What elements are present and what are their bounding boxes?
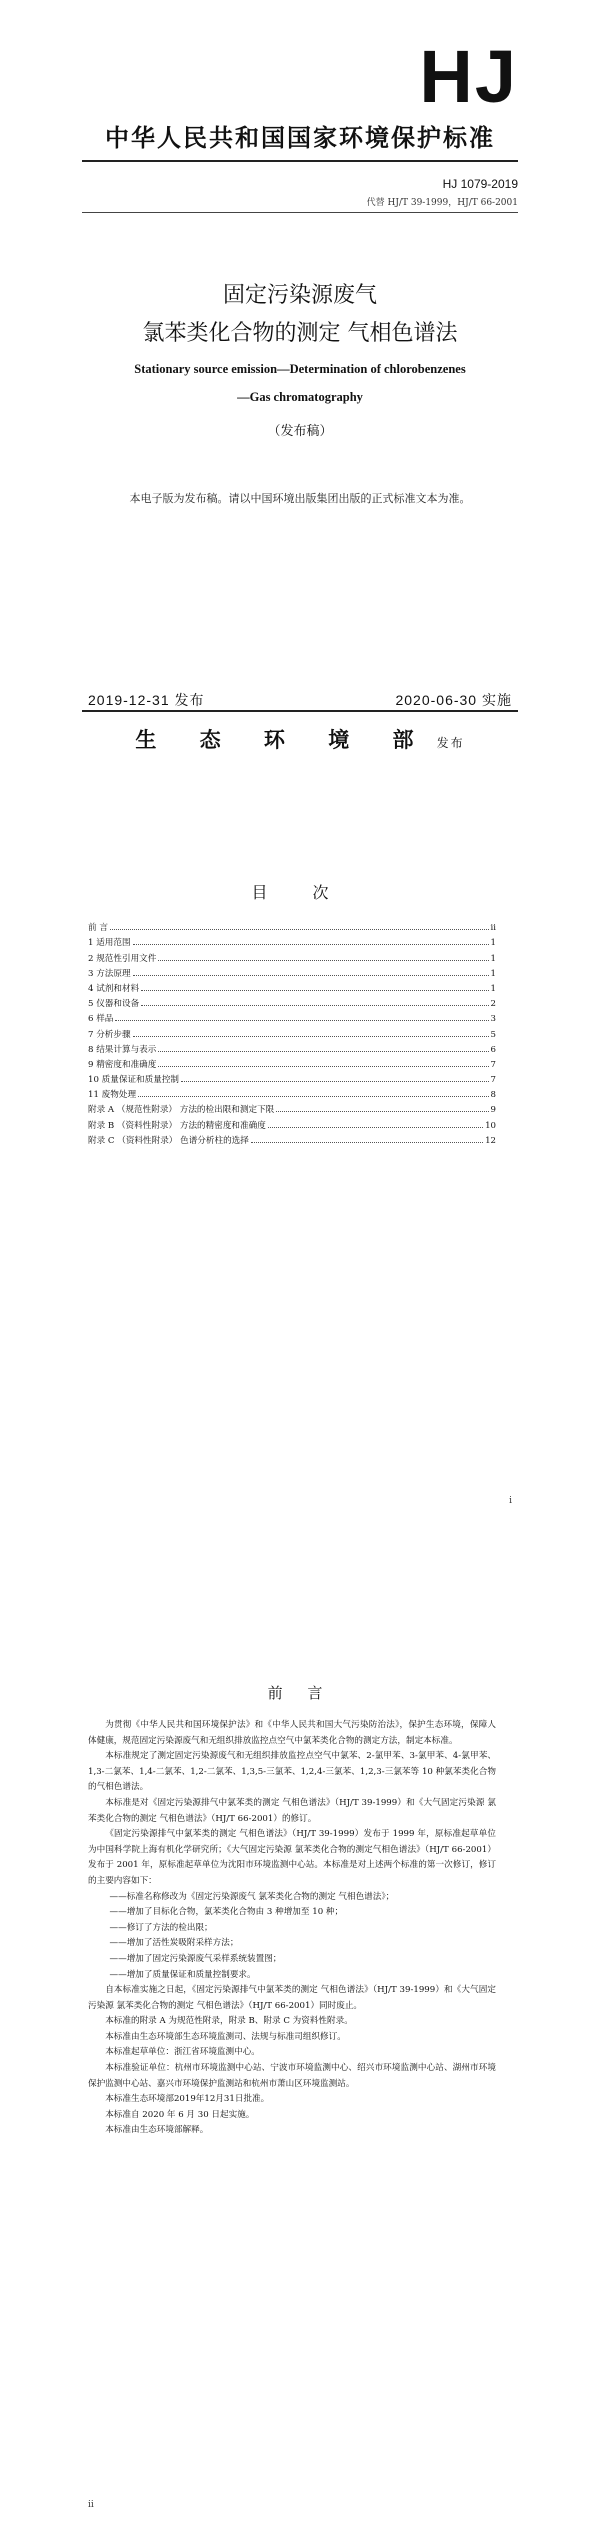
date-rule (82, 710, 518, 712)
toc-dot-leader (138, 1096, 488, 1097)
toc-dot-leader (133, 1036, 489, 1037)
toc-heading: 目 次 (251, 883, 349, 902)
foreword-revision-item: ——增加了目标化合物，氯苯类化合物由 3 种增加至 10 种； (109, 1907, 344, 1918)
toc-item-page: 7 (490, 1059, 496, 1070)
foreword-revision-item: ——增加了活性炭吸附采样方法； (109, 1938, 239, 1949)
toc-item-page: 1 (490, 983, 496, 994)
toc-list (88, 918, 496, 1146)
replaces-note: 代替 HJ/T 39-1999，HJ/T 66-2001 (366, 198, 518, 208)
toc-item[interactable] (88, 1070, 496, 1085)
issuer (82, 724, 518, 754)
issuer-name: 生 态 环 境 部 (135, 728, 432, 752)
foreword-revision-item: ——标准名称修改为《固定污染源废气 氯苯类化合物的测定 气相色谱法》； (109, 1891, 395, 1902)
issuer-suffix: 发布 (436, 736, 465, 750)
toc-dot-leader (251, 1142, 483, 1143)
toc-item-title: 2 规范性引用文件 (88, 953, 157, 964)
page-number-i: i (509, 1496, 512, 1506)
toc-item[interactable] (88, 948, 496, 963)
toc-item[interactable] (88, 933, 496, 948)
toc-dot-leader (181, 1081, 489, 1082)
toc-item[interactable] (88, 1085, 496, 1100)
toc-dot-leader (133, 975, 489, 976)
toc-item-title: 11 废物处理 (88, 1090, 137, 1101)
issue-date: 2019-12-31 发布 (88, 692, 205, 708)
toc-item[interactable] (88, 1131, 496, 1146)
toc-dot-leader (158, 960, 488, 961)
foreword-paragraph: 本标准规定了测定固定污染源废气和无组织排放监控点空气中氯苯、2-氯甲苯、3-氯甲苯、4-氯甲苯、1,3-二氯苯、1,4-二氯苯、1,2-二氯苯、1,3,5-三氯苯、1,2,4-三氯苯、1,2,3-三氯苯等 10 种氯苯类化合物的气相色谱法。 (88, 1751, 496, 1793)
toc-item-title: 前 言 (88, 923, 108, 934)
hj-logo: HJ (419, 35, 518, 118)
toc-dot-leader (276, 1111, 488, 1112)
page-number-ii: ii (88, 2500, 94, 2510)
foreword-paragraph: 本标准生态环境部2019年12月31日批准。 (105, 2094, 270, 2105)
toc-dot-leader (268, 1127, 483, 1128)
toc-item-page: ii (490, 923, 496, 934)
toc-item[interactable] (88, 1055, 496, 1070)
foreword-revision-item: ——增加了固定污染源废气采样系统装置图； (109, 1953, 282, 1964)
toc-item-title: 附录 A （规范性附录） 方法的检出限和测定下限 (88, 1105, 275, 1116)
toc-item-title: 10 质量保证和质量控制 (88, 1075, 180, 1086)
foreword-paragraph: 本标准由生态环境部解释。 (105, 2125, 209, 2136)
toc-dot-leader (158, 1051, 488, 1052)
toc-item-page: 1 (490, 968, 496, 979)
toc-item[interactable] (88, 1009, 496, 1024)
toc-item-page: 8 (490, 1090, 496, 1101)
toc-dot-leader (110, 929, 489, 930)
number-rule (82, 212, 518, 213)
foreword-paragraph: 为贯彻《中华人民共和国环境保护法》和《中华人民共和国大气污染防治法》，保护生态环境，保障人体健康，规范固定污染源废气和无组织排放监控点空气中氯苯类化合物的测定方法，制定本标准。 (88, 1720, 496, 1746)
toc-item-page: 7 (490, 1075, 496, 1086)
foreword-paragraph: 《固定污染源排气中氯苯类的测定 气相色谱法》（HJ/T 39-1999）发布于 1999 年，原标准起草单位为中国科学院上海有机化学研究所；《大气固定污染源 氯苯类化合物的测定气相色谱法》（HJ/T 66-2001）发布于 2001 年，原标准起草单位为沈阳市环境监测中心站。本标准是对上述两个标准的第一次修订，修订的主要内容如下： (88, 1829, 496, 1886)
foreword-paragraph: 本标准的附录 A 为规范性附录，附录 B、附录 C 为资料性附录。 (105, 2016, 353, 2027)
toc-dot-leader (141, 990, 488, 991)
english-title-line2: —Gas chromatography (237, 390, 363, 404)
toc-item-title: 5 仪器和设备 (88, 999, 140, 1010)
standard-number: HJ 1079-2019 (442, 177, 518, 191)
publication-notice: 本电子版为发布稿。请以中国环境出版集团出版的正式标准文本为准。 (129, 492, 471, 505)
foreword-paragraph: 本标准自 2020 年 6 月 30 日起实施。 (105, 2109, 255, 2120)
toc-dot-leader (158, 1066, 488, 1067)
foreword-paragraph: 本标准由生态环境部生态环境监测司、法规与标准司组织修订。 (105, 2031, 346, 2042)
toc-item-page: 2 (490, 999, 496, 1010)
toc-dot-leader (133, 944, 489, 945)
toc-item-page: 10 (485, 1120, 496, 1131)
toc-item-page: 1 (490, 938, 496, 949)
toc-dot-leader (115, 1020, 488, 1021)
toc-item-title: 3 方法原理 (88, 968, 131, 979)
toc-item-page: 12 (485, 1135, 496, 1146)
foreword-paragraph: 本标准验证单位：杭州市环境监测中心站、宁波市环境监测中心、绍兴市环境监测中心站、湖州市环境保护监测中心站、嘉兴市环境保护监测站和杭州市萧山区环境监测站。 (88, 2063, 496, 2089)
toc-item[interactable] (88, 979, 496, 994)
toc-item[interactable] (88, 994, 496, 1009)
english-title-line1: Stationary source emission—Determination of chlorobenzenes (134, 362, 466, 376)
effective-date: 2020-06-30 实施 (395, 692, 512, 708)
foreword-heading: 前 言 (267, 1684, 333, 1702)
foreword-body (88, 1718, 496, 2139)
standard-series-title: 中华人民共和国国家环境保护标准 (105, 124, 495, 152)
toc-item-title: 8 结果计算与表示 (88, 1044, 157, 1055)
foreword-revision-item: ——增加了质量保证和质量控制要求。 (109, 1969, 256, 1980)
toc-item-title: 6 样品 (88, 1014, 114, 1025)
toc-item-title: 7 分析步骤 (88, 1029, 131, 1040)
foreword-paragraph: 自本标准实施之日起，《固定污染源排气中氯苯类的测定 气相色谱法》（HJ/T 39-1999）和《大气固定污染源 氯苯类化合物的测定 气相色谱法》（HJ/T 66-2001）同时废止。 (88, 1985, 496, 2011)
toc-item[interactable] (88, 1115, 496, 1130)
doc-title-line1: 固定污染源废气 (222, 283, 377, 308)
doc-title-line2: 氯苯类化合物的测定 气相色谱法 (142, 321, 458, 346)
draft-label: （发布稿） (267, 424, 333, 439)
foreword-paragraph: 本标准是对《固定污染源排气中氯苯类的测定 气相色谱法》（HJ/T 39-1999）和《大气固定污染源 氯苯类化合物的测定 气相色谱法》（HJ/T 66-2001）的修订。 (88, 1797, 496, 1824)
toc-item-title: 1 适用范围 (88, 938, 131, 949)
toc-item[interactable] (88, 1040, 496, 1055)
toc-item[interactable] (88, 1100, 496, 1115)
toc-item[interactable] (88, 918, 496, 933)
toc-item-page: 1 (490, 953, 496, 964)
toc-item-title: 4 试剂和材料 (88, 983, 140, 994)
toc-item-page: 9 (490, 1105, 496, 1116)
toc-item-page: 6 (490, 1044, 496, 1055)
toc-item-title: 附录 B （资料性附录） 方法的精密度和准确度 (88, 1120, 266, 1131)
toc-item-title: 9 精密度和准确度 (88, 1059, 157, 1070)
toc-dot-leader (141, 1005, 488, 1006)
toc-item[interactable] (88, 1024, 496, 1039)
toc-item-page: 3 (490, 1014, 496, 1025)
foreword-revision-item: ——修订了方法的检出限； (109, 1922, 213, 1933)
toc-item-page: 5 (490, 1029, 496, 1040)
foreword-paragraph: 本标准起草单位：浙江省环境监测中心。 (105, 2047, 260, 2058)
header-rule (82, 160, 518, 162)
toc-item-title: 附录 C （资料性附录） 色谱分析柱的选择 (88, 1135, 249, 1146)
toc-item[interactable] (88, 964, 496, 979)
